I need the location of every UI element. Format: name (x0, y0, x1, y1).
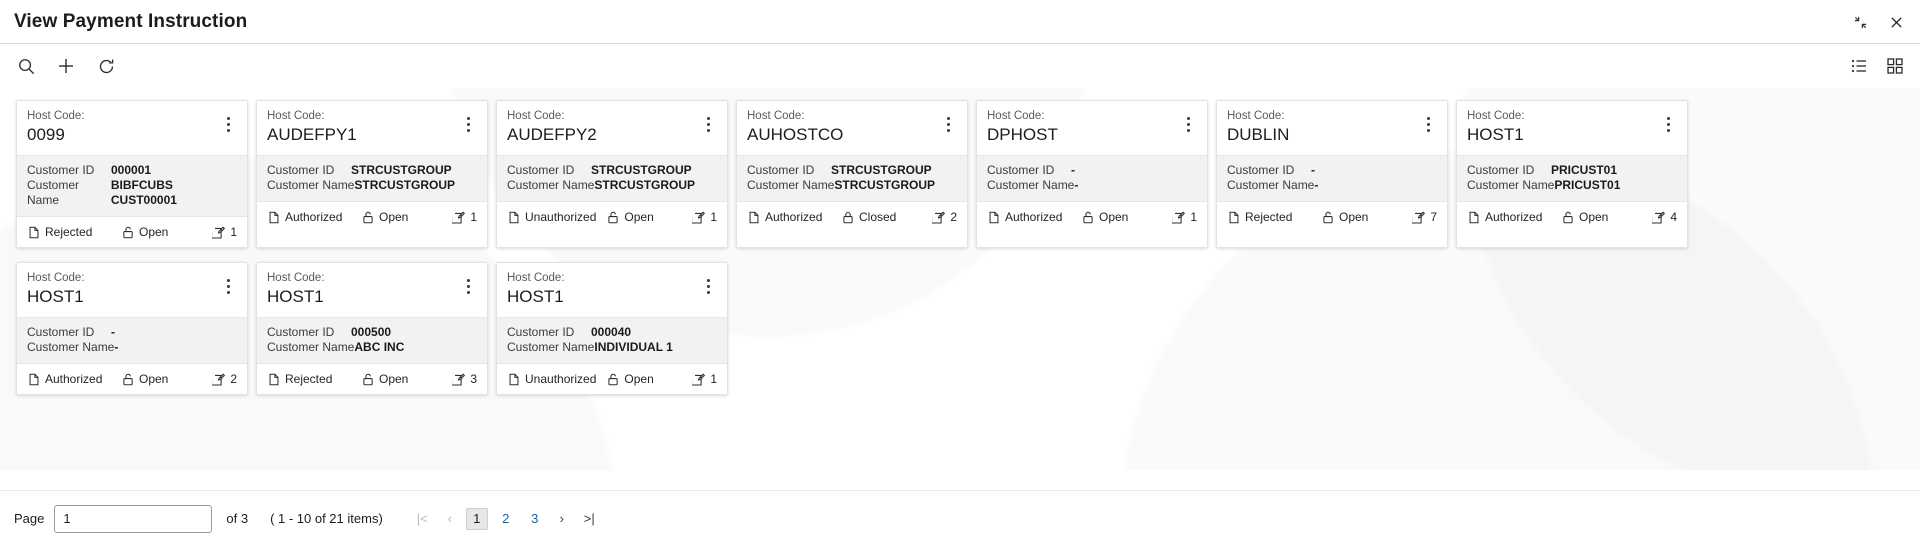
customer-id-row (27, 163, 237, 178)
item-range-label: ( 1 - 10 of 21 items) (270, 511, 383, 526)
status-badge (1227, 210, 1311, 224)
status-text: Unauthorized (525, 372, 597, 386)
customer-id-value: - (111, 325, 115, 339)
customer-id-row (27, 325, 237, 340)
tile-view-icon[interactable] (1884, 55, 1906, 77)
customer-name-row (507, 178, 717, 193)
page-label: Page (14, 511, 45, 526)
document-icon (27, 225, 40, 239)
customer-name-row (267, 178, 477, 193)
host-code-label: Host Code: (507, 272, 565, 284)
customer-name-row (27, 340, 237, 355)
lock-open-icon (121, 225, 134, 239)
toolbar (0, 44, 1920, 88)
host-code-value: DPHOST (987, 125, 1058, 144)
record-state (841, 210, 922, 224)
customer-id-value: STRCUSTGROUP (831, 163, 932, 177)
host-code-label: Host Code: (267, 110, 325, 122)
status-text: Rejected (1245, 210, 1293, 224)
customer-id-row (267, 163, 477, 178)
host-code-value: HOST1 (267, 287, 324, 306)
first-page-button[interactable]: |< (411, 508, 434, 530)
record-state (121, 372, 202, 386)
document-icon (987, 210, 1000, 224)
record-count (212, 225, 237, 239)
prev-page-button[interactable]: ‹ (441, 508, 459, 530)
minimize-restore-icon[interactable] (1850, 12, 1870, 32)
customer-id-value: STRCUSTGROUP (351, 163, 452, 177)
card-header (257, 263, 487, 317)
count-text: 1 (230, 225, 237, 239)
customer-id-value: - (1311, 163, 1315, 177)
card-footer (497, 202, 727, 232)
card-header (257, 101, 487, 155)
customer-name-value: PRICUST01 (1554, 178, 1621, 192)
customer-id-value: - (1071, 163, 1075, 177)
count-text: 2 (950, 210, 957, 224)
payment-instruction-card[interactable] (496, 262, 728, 395)
add-icon[interactable] (54, 54, 78, 78)
edit-icon (452, 372, 465, 386)
card-body (17, 155, 247, 217)
record-state (606, 210, 682, 224)
customer-id-label: Customer ID (1467, 163, 1535, 177)
customer-name-value: ABC INC (354, 340, 405, 354)
card-footer (1217, 202, 1447, 232)
lock-open-icon (361, 372, 374, 386)
card-body (257, 155, 487, 202)
lock-open-icon (361, 210, 374, 224)
card-body (257, 317, 487, 364)
card-menu-icon[interactable] (699, 113, 717, 135)
host-code-label: Host Code: (267, 272, 325, 284)
page-number-2[interactable]: 2 (502, 511, 510, 526)
next-page-button[interactable]: › (553, 508, 571, 530)
card-body (497, 317, 727, 364)
lock-open-icon (606, 210, 619, 224)
record-count (932, 210, 957, 224)
customer-name-label: Customer Name (987, 178, 1075, 192)
status-badge (1467, 210, 1551, 224)
record-state (1561, 210, 1642, 224)
customer-id-row (987, 163, 1197, 178)
card-menu-icon[interactable] (1179, 113, 1197, 135)
customer-id-row (507, 163, 717, 178)
customer-name-value: - (1074, 178, 1079, 192)
card-header (497, 263, 727, 317)
edit-icon (1412, 210, 1425, 224)
window-title-bar (0, 0, 1920, 44)
card-footer (977, 202, 1207, 232)
customer-id-row (1467, 163, 1677, 178)
edit-icon (212, 225, 225, 239)
document-icon (27, 372, 40, 386)
card-menu-icon[interactable] (459, 275, 477, 297)
state-text: Open (1339, 210, 1369, 224)
card-footer (257, 364, 487, 394)
document-icon (1467, 210, 1480, 224)
card-body (1457, 155, 1687, 202)
card-footer (257, 202, 487, 232)
page-input[interactable] (54, 505, 212, 533)
host-code-label: Host Code: (1467, 110, 1525, 122)
lock-open-icon (1561, 210, 1574, 224)
state-text: Open (379, 372, 409, 386)
host-code-label: Host Code: (1227, 110, 1285, 122)
customer-id-label: Customer ID (267, 325, 335, 339)
card-body (17, 317, 247, 364)
window-controls (1850, 0, 1906, 44)
toolbar-left-actions (14, 54, 118, 78)
card-body (497, 155, 727, 202)
customer-name-row (1227, 178, 1437, 193)
edit-icon (692, 372, 705, 386)
host-code-value: HOST1 (27, 287, 84, 306)
customer-name-value: STRCUSTGROUP (594, 178, 696, 192)
refresh-icon[interactable] (94, 54, 118, 78)
cards-canvas (0, 88, 1920, 470)
card-header (977, 101, 1207, 155)
customer-id-label: Customer ID (1227, 163, 1295, 177)
customer-id-value: 000040 (591, 325, 632, 339)
edit-icon (1652, 210, 1665, 224)
record-count (212, 372, 237, 386)
state-text: Open (624, 210, 654, 224)
customer-name-row (1467, 178, 1677, 193)
edit-icon (212, 372, 225, 386)
customer-id-value: 000500 (351, 325, 392, 339)
state-text: Open (379, 210, 409, 224)
customer-name-value: - (114, 340, 119, 354)
document-icon (267, 210, 280, 224)
record-state (361, 372, 442, 386)
customer-name-label: Customer Name (27, 178, 80, 207)
last-page-button[interactable]: >| (578, 508, 601, 530)
card-body (977, 155, 1207, 202)
customer-name-row (27, 178, 237, 208)
card-header (737, 101, 967, 155)
payment-instruction-card[interactable] (496, 100, 728, 248)
search-icon[interactable] (14, 54, 38, 78)
customer-name-row (747, 178, 957, 193)
status-text: Unauthorized (525, 210, 597, 224)
customer-id-row (747, 163, 957, 178)
customer-id-label: Customer ID (747, 163, 815, 177)
state-text: Open (1099, 210, 1129, 224)
status-text: Authorized (765, 210, 823, 224)
host-code-label: Host Code: (27, 110, 85, 122)
record-count (1172, 210, 1197, 224)
customer-id-value: PRICUST01 (1551, 163, 1618, 177)
state-text: Closed (859, 210, 897, 224)
document-icon (1227, 210, 1240, 224)
host-code-value: AUDEFPY1 (267, 125, 357, 144)
state-text: Open (139, 372, 169, 386)
customer-id-row (507, 325, 717, 340)
payment-instruction-card[interactable] (256, 262, 488, 395)
payment-instruction-card[interactable] (16, 100, 248, 248)
payment-instruction-card[interactable] (1216, 100, 1448, 248)
count-text: 1 (1190, 210, 1197, 224)
payment-instruction-card[interactable] (736, 100, 968, 248)
count-text: 1 (710, 372, 717, 386)
count-text: 1 (710, 210, 717, 224)
card-header (17, 263, 247, 317)
payment-instruction-card[interactable] (16, 262, 248, 395)
card-menu-icon[interactable] (939, 113, 957, 135)
lock-open-icon (121, 372, 134, 386)
record-count (452, 372, 477, 386)
record-state (1081, 210, 1162, 224)
customer-name-value: - (1314, 178, 1319, 192)
card-header (1217, 101, 1447, 155)
lock-open-icon (606, 372, 619, 386)
host-code-label: Host Code: (507, 110, 565, 122)
card-menu-icon[interactable] (1659, 113, 1677, 135)
card-footer (497, 364, 727, 394)
customer-name-row (987, 178, 1197, 193)
customer-id-row (267, 325, 477, 340)
customer-id-row (1227, 163, 1437, 178)
close-icon[interactable] (1886, 12, 1906, 32)
count-text: 2 (230, 372, 237, 386)
customer-name-label: Customer Name (1467, 178, 1555, 192)
customer-name-value: STRCUSTGROUP (354, 178, 456, 192)
customer-name-label: Customer Name (267, 340, 355, 354)
customer-id-label: Customer ID (267, 163, 335, 177)
record-count (1412, 210, 1437, 224)
status-badge (267, 372, 351, 386)
card-menu-icon[interactable] (219, 113, 237, 135)
host-code-label: Host Code: (27, 272, 85, 284)
customer-id-label: Customer ID (987, 163, 1055, 177)
page-total-label: of 3 (226, 511, 249, 526)
host-code-label: Host Code: (987, 110, 1045, 122)
state-text: Open (139, 225, 169, 239)
card-body (737, 155, 967, 202)
card-header (497, 101, 727, 155)
lock-closed-icon (841, 210, 854, 224)
status-badge (267, 210, 351, 224)
record-count (692, 210, 717, 224)
status-badge (987, 210, 1071, 224)
document-icon (507, 210, 520, 224)
edit-icon (692, 210, 705, 224)
list-view-icon[interactable] (1848, 55, 1870, 77)
status-text: Authorized (285, 210, 343, 224)
count-text: 3 (470, 372, 477, 386)
status-badge (507, 372, 596, 386)
document-icon (267, 372, 280, 386)
customer-name-label: Customer Name (1227, 178, 1315, 192)
record-state (1321, 210, 1402, 224)
customer-id-label: Customer ID (27, 163, 95, 177)
customer-id-label: Customer ID (507, 325, 575, 339)
customer-id-value: 000001 (111, 163, 152, 177)
customer-name-value: STRCUSTGROUP (834, 178, 936, 192)
status-text: Authorized (1485, 210, 1543, 224)
host-code-value: DUBLIN (1227, 125, 1290, 144)
payment-instruction-card[interactable] (1456, 100, 1688, 248)
edit-icon (452, 210, 465, 224)
toolbar-right-actions (1848, 44, 1906, 88)
card-header (1457, 101, 1687, 155)
page-title: View Payment Instruction (14, 10, 248, 32)
pagination-bar (0, 490, 1920, 546)
status-text: Rejected (45, 225, 93, 239)
state-text: Open (624, 372, 654, 386)
card-menu-icon[interactable] (459, 113, 477, 135)
page-number-1[interactable]: 1 (466, 508, 488, 530)
customer-name-label: Customer Name (507, 340, 595, 354)
card-footer (17, 364, 247, 394)
customer-name-label: Customer Name (267, 178, 355, 192)
customer-id-label: Customer ID (507, 163, 575, 177)
document-icon (747, 210, 760, 224)
customer-name-row (507, 340, 717, 355)
host-code-value: HOST1 (507, 287, 564, 306)
customer-name-row (267, 340, 477, 355)
record-state (361, 210, 442, 224)
status-text: Rejected (285, 372, 333, 386)
payment-instruction-card[interactable] (256, 100, 488, 248)
customer-name-label: Customer Name (747, 178, 835, 192)
edit-icon (932, 210, 945, 224)
customer-id-value: STRCUSTGROUP (591, 163, 692, 177)
status-badge (27, 225, 111, 239)
card-body (1217, 155, 1447, 202)
edit-icon (1172, 210, 1185, 224)
record-count (692, 372, 717, 386)
count-text: 4 (1670, 210, 1677, 224)
count-text: 1 (470, 210, 477, 224)
card-menu-icon[interactable] (699, 275, 717, 297)
customer-name-label: Customer Name (27, 340, 115, 354)
record-state (121, 225, 202, 239)
record-state (606, 372, 682, 386)
card-menu-icon[interactable] (219, 275, 237, 297)
page-number-3[interactable]: 3 (531, 511, 539, 526)
card-footer (17, 217, 247, 247)
host-code-value: AUDEFPY2 (507, 125, 597, 144)
record-count (452, 210, 477, 224)
customer-name-value: BIBFCUBS CUST00001 (110, 178, 177, 207)
customer-name-value: INDIVIDUAL 1 (594, 340, 673, 354)
status-badge (507, 210, 596, 224)
card-footer (737, 202, 967, 232)
card-grid (16, 100, 1904, 395)
host-code-value: 0099 (27, 125, 65, 144)
card-menu-icon[interactable] (1419, 113, 1437, 135)
count-text: 7 (1430, 210, 1437, 224)
customer-id-label: Customer ID (27, 325, 95, 339)
card-header (17, 101, 247, 155)
lock-open-icon (1081, 210, 1094, 224)
host-code-value: HOST1 (1467, 125, 1524, 144)
record-count (1652, 210, 1677, 224)
state-text: Open (1579, 210, 1609, 224)
status-text: Authorized (45, 372, 103, 386)
payment-instruction-card[interactable] (976, 100, 1208, 248)
lock-open-icon (1321, 210, 1334, 224)
host-code-label: Host Code: (747, 110, 805, 122)
host-code-value: AUHOSTCO (747, 125, 844, 144)
status-text: Authorized (1005, 210, 1063, 224)
card-footer (1457, 202, 1687, 232)
status-badge (747, 210, 831, 224)
document-icon (507, 372, 520, 386)
page-nav (411, 508, 601, 530)
customer-name-label: Customer Name (507, 178, 595, 192)
status-badge (27, 372, 111, 386)
